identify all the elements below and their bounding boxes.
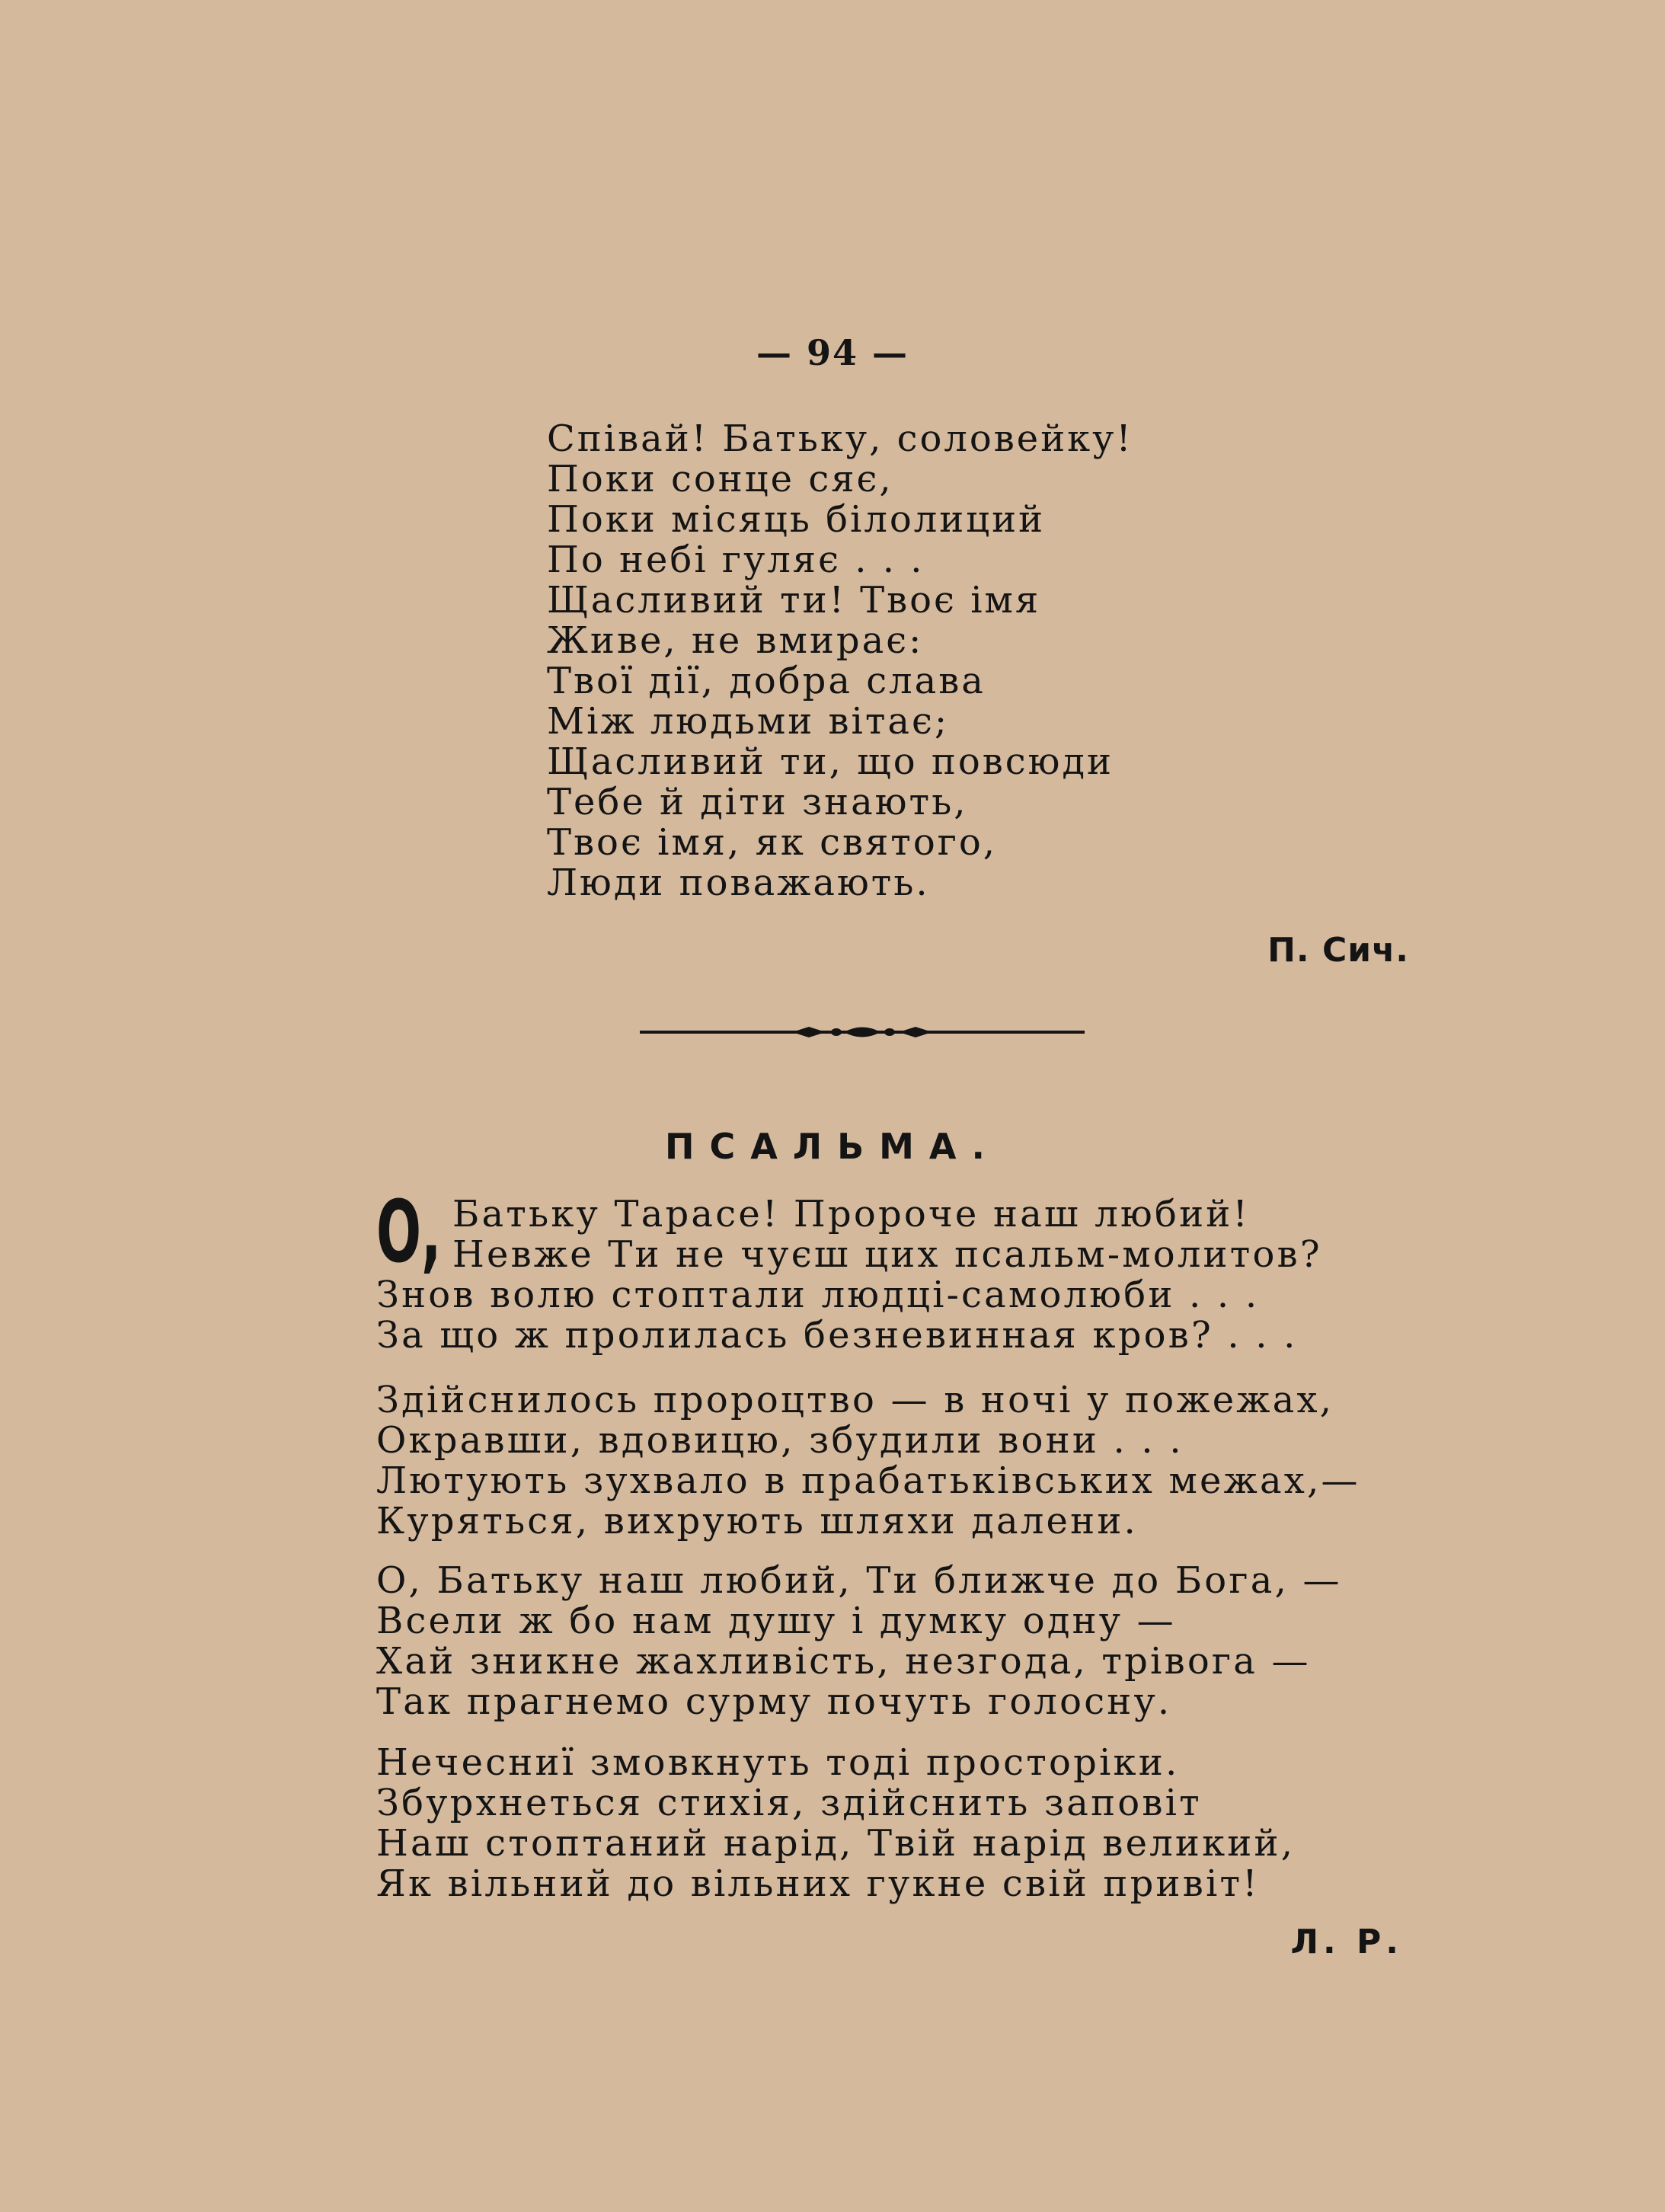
- poem-line: Щасливий ти, що повсюди: [547, 740, 1114, 783]
- psalm-line: Окравши, вдовицю, збудили вони . . .: [376, 1419, 1184, 1462]
- poem-line: Люди поважають.: [547, 861, 930, 904]
- poem-sych: [547, 419, 1133, 903]
- psalm-line: Куряться, вихрують шляхи далени.: [376, 1500, 1138, 1542]
- psalm-line: О, Батьку наш любий, Ти ближче до Бога, —: [376, 1559, 1342, 1602]
- poem-line: Поки сонце сяє,: [547, 458, 893, 500]
- psalm-line: Батьку Тарасе! Пророче наш любий!: [452, 1193, 1250, 1235]
- psalm-line: За що ж пролилась безневинная кров? . . .: [376, 1314, 1298, 1357]
- psalm-stanza-1: [376, 1194, 1322, 1356]
- psalm-line: Наш стоптаний нарід, Твій нарід великий,: [376, 1822, 1296, 1865]
- psalm-line: Так прагнемо сурму почуть голосну.: [376, 1680, 1172, 1723]
- psalm-line: Збурхнеться стихія, здійснить заповіт: [376, 1782, 1202, 1824]
- ornamental-divider-icon: [640, 1013, 1085, 1051]
- poem-line: Живе, не вмирає:: [547, 619, 924, 662]
- psalm-stanza-3: [376, 1561, 1342, 1722]
- psalm-stanza-2: [376, 1380, 1360, 1542]
- poem-line: По небі гуляє . . .: [547, 539, 925, 581]
- poem-line: Щасливий ти! Твоє імя: [547, 579, 1041, 622]
- psalm-line: Знов волю стоптали людці-самолюби . . .: [376, 1274, 1260, 1316]
- psalm-line: Нечесниї змовкнуть тоді просторіки.: [376, 1741, 1180, 1784]
- page-number: — 94 —: [756, 332, 909, 373]
- psalm-line: Лютують зухвало в прабатьківських межах,—: [376, 1459, 1360, 1502]
- drop-cap: О,: [376, 1183, 442, 1282]
- psalm-line: Здійснилось пророцтво — в ночі у пожежах,: [376, 1379, 1334, 1421]
- poem-line: Тебе й діти знають,: [547, 781, 968, 823]
- poem-line: Співай! Батьку, соловейку!: [547, 417, 1133, 460]
- psalm-stanza-4: [376, 1743, 1295, 1904]
- poem-author-lr: Л. Р.: [1290, 1923, 1403, 1961]
- psalm-line: Невже Ти не чуєш цих псальм-молитов?: [452, 1233, 1322, 1276]
- psalm-line: Хай зникне жахливість, незгода, трівога —: [376, 1640, 1311, 1683]
- poem-line: Між людьми вітає;: [547, 700, 950, 743]
- psalm-line: Всели ж бо нам душу і думку одну —: [376, 1600, 1176, 1642]
- poem-author-sych: П. Сич.: [1267, 931, 1409, 970]
- poem-line: Поки місяць білолиций: [547, 498, 1046, 541]
- psalm-title: ПСАЛЬМА.: [665, 1126, 1000, 1167]
- poem-line: Твоє імя, як святого,: [547, 821, 998, 864]
- psalm-line: Як вільний до вільних гукне свій привіт!: [376, 1862, 1260, 1905]
- poem-line: Твої дії, добра слава: [547, 660, 986, 702]
